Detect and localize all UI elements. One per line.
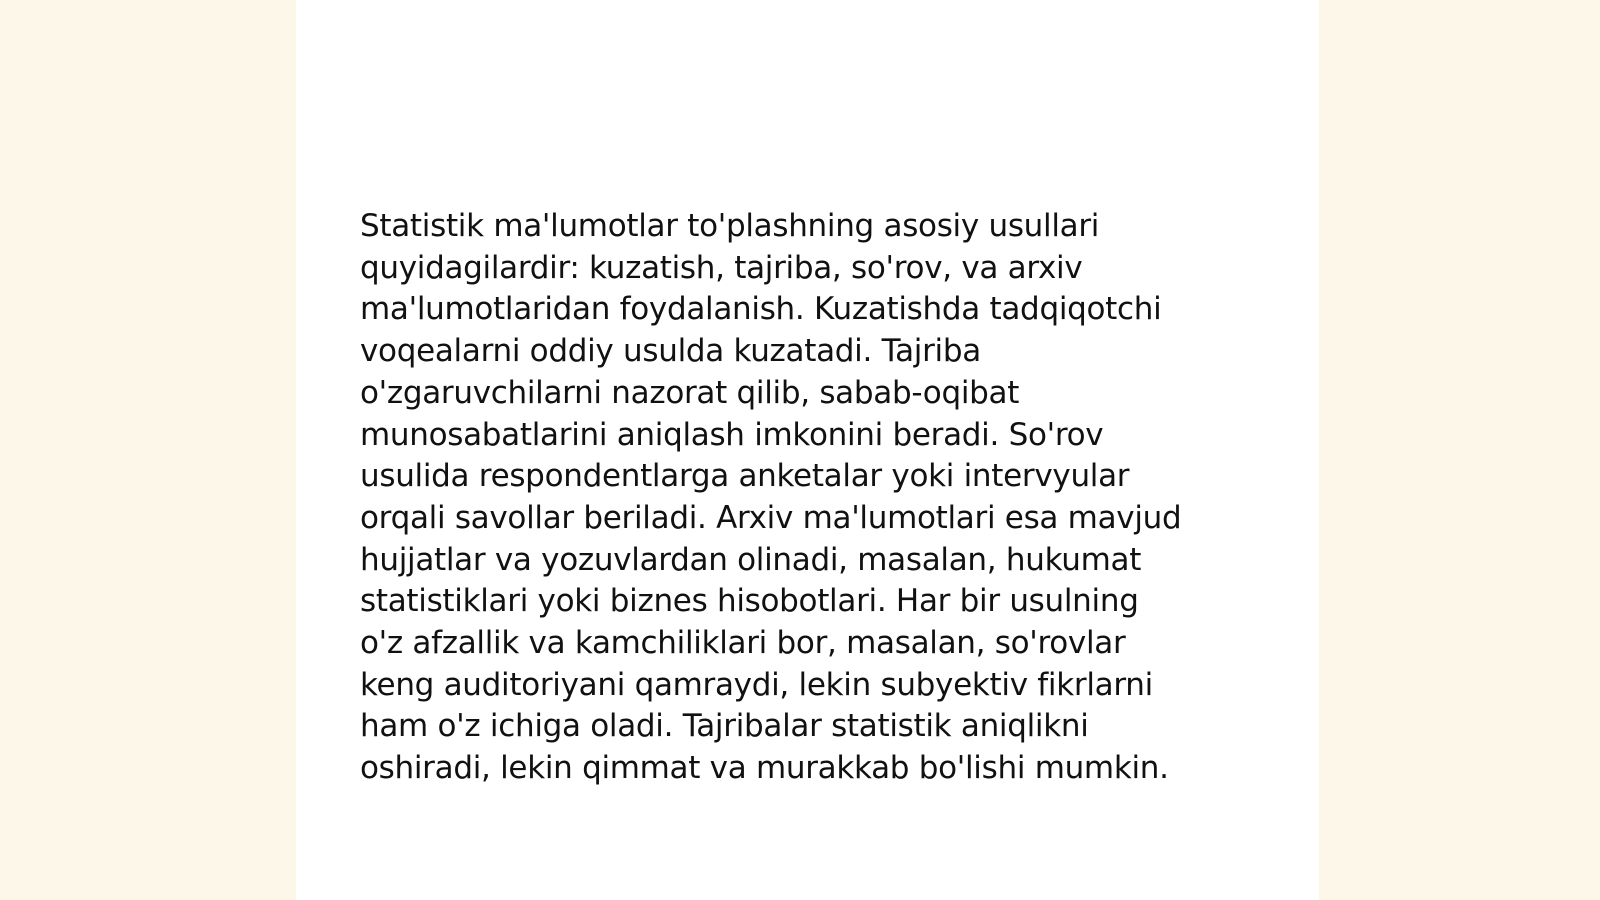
paragraph-line: voqealarni oddiy usulda kuzatadi. Tajriba [360,333,981,370]
document-page [296,0,1319,900]
paragraph-line: ham o'z ichiga oladi. Tajribalar statistik aniqlikni [360,708,1089,745]
paragraph-line: oshiradi, lekin qimmat va murakkab bo'lishi mumkin. [360,750,1169,787]
paragraph-line: o'z afzallik va kamchiliklari bor, masalan, so'rovlar [360,625,1126,662]
paragraph-line: quyidagilardir: kuzatish, tajriba, so'rov, va arxiv [360,249,1083,286]
paragraph-line: munosabatlarini aniqlash imkonini beradi. So'rov [360,416,1104,453]
paragraph-line: Statistik ma'lumotlar to'plashning asosiy usullari [360,208,1100,244]
paragraph-line: o'zgaruvchilarni nazorat qilib, sabab-oqibat [360,374,1020,411]
paragraph-line: keng auditoriyani qamraydi, lekin subyektiv fikrlarni [360,666,1153,703]
paragraph-line: hujjatlar va yozuvlardan olinadi, masalan, hukumat [360,541,1142,578]
body-paragraph [360,206,1250,790]
paragraph-line: orqali savollar beriladi. Arxiv ma'lumotlari esa mavjud [360,499,1182,536]
paragraph-line: ma'lumotlaridan foydalanish. Kuzatishda tadqiqotchi [360,291,1162,328]
paragraph-line: usulida respondentlarga anketalar yoki intervyular [360,458,1130,495]
paragraph-line: statistiklari yoki biznes hisobotlari. Har bir usulning [360,583,1139,620]
